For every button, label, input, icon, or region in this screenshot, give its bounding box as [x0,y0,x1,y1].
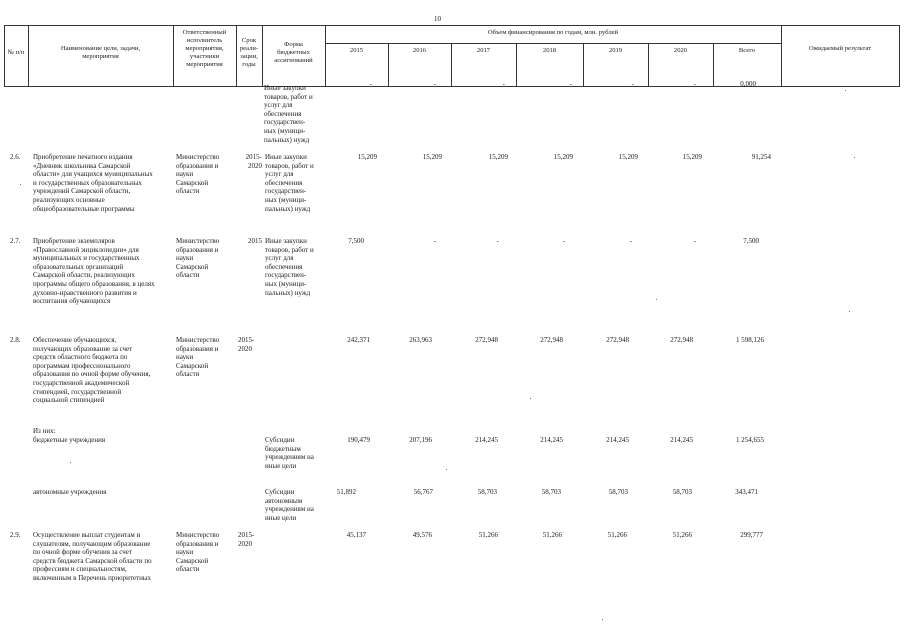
scan-speck [446,469,447,470]
row-2-6-value-2019: 15,209 [618,153,638,161]
row-budget-value-2018: 214,245 [540,436,563,444]
row-2-7-value-2016: - [433,237,436,245]
row-2-8-value-2016: 263,963 [409,336,432,344]
row-2-9-name: Осуществление выплат студентам и слушателям, получающим образование по очной форме обучения за счет средств бюджета Самарской области по профессиям и специальностям, включенным в Перечень приоритетных [33,531,152,582]
row-budget-form: Субсидии бюджетным учреждениям на иные цели [265,436,314,470]
row-2-6-value-total: 91,254 [751,153,771,161]
row-autonomous-value-total: 343,471 [735,488,758,496]
row-2-7-value-2020: - [693,237,696,245]
header-result: Ожидаемый результат [808,45,872,52]
row-2-7-value-2017: - [496,237,499,245]
row-2-9-value-2018: 51,266 [542,531,562,539]
row-2-8-value-2019: 272,948 [606,336,629,344]
scan-speck [70,462,71,463]
page-number: 10 [434,15,441,23]
row-2-6-number: 2.6. [10,153,21,161]
row-0-value-2020: - [693,80,696,88]
row-2-7-period: 2015 [248,237,262,245]
row-2-9-value-2019: 51,266 [607,531,627,539]
row-0-value-2016: - [433,80,436,88]
table-row-0-form: Иные закупки товаров, работ и услуг для обеспечения государствен- ных (муници- пальных) нужд [264,84,313,144]
row-2-7-value-2015: 7,500 [348,237,364,245]
scan-speck [20,184,21,185]
header-year-2020: 2020 [673,47,688,54]
row-autonomous-form: Субсидии автономным учреждениям на иные цели [265,488,314,522]
scan-speck [530,398,531,399]
row-autonomous-value-2016: 56,767 [413,488,433,496]
row-2-7-form: Иные закупки товаров, работ и услуг для обеспечения государствен- ных (муници- пальных) нужд [265,237,314,297]
row-2-8-value-2020: 272,948 [670,336,693,344]
row-2-9-value-total: 299,777 [740,531,763,539]
row-0-value-total: 0,000 [740,80,756,88]
row-2-9-value-2020: 51,266 [672,531,692,539]
header-year-2019: 2019 [608,47,623,54]
header-funding: Объем финансирования по годам, млн. рублей [487,29,619,36]
header-responsible: Ответственный исполнитель мероприятия, участники мероприятия [182,29,227,68]
row-autonomous-value-2018: 58,703 [541,488,561,496]
row-2-6-value-2015: 15,209 [357,153,377,161]
row-0-value-2015: - [369,80,372,88]
row-budget-value-2015: 190,479 [347,436,370,444]
row-2-7-name: Приобретение экземпляров «Православной энциклопедии» для муниципальных и государственных образовательных организаций Самарской области, реализующих программы общего образования, в целях духовно-нравственного развития и воспитания обучающихся [33,237,155,306]
header-no: № п/п [7,49,25,56]
row-2-9-value-2015: 45,137 [346,531,366,539]
row-2-6-value-2018: 15,209 [553,153,573,161]
row-2-8-value-2015: 242,371 [347,336,370,344]
row-budget-value-2019: 214,245 [606,436,629,444]
row-2-9-value-2016: 49,576 [412,531,432,539]
row-2-7-value-total: 7,500 [743,237,759,245]
row-2-7-value-2019: - [629,237,632,245]
header-period: Срок реали- зации, годы [239,37,259,68]
header-year-2017: 2017 [476,47,491,54]
row-2-6-name: Приобретение печатного издания «Дневник школьника Самарской области» для учащихся муниципальных и государственных образовательных учреждений Самарской области, реализующих основные общеобразовательные программы [33,153,153,213]
row-2-7-value-2018: - [562,237,565,245]
row-0-value-2019: - [631,80,634,88]
row-2-7-responsible: Министерство образования и науки Самарской области [176,237,220,280]
scan-speck [656,299,657,300]
row-budget-value-2017: 214,245 [475,436,498,444]
row-autonomous-value-2015: 51,892 [336,488,356,496]
row-2-8-period: 2015- 2020 [238,336,255,353]
row-2-8-responsible: Министерство образования и науки Самарской области [176,336,220,379]
row-autonomous-value-2020: 58,703 [672,488,692,496]
row-2-8-name: Обеспечение обучающихся, получающих образование за счет средств областного бюджета по программам профессионального образования по очной форме обучения, государственной академической стипендией, государственной социальной стипендией [33,336,151,405]
header-year-2018: 2018 [542,47,557,54]
row-budget-value-total: 1 254,655 [736,436,764,444]
header-year-2015: 2015 [349,47,364,54]
row-2-8-value-2017: 272,948 [475,336,498,344]
row-autonomous-value-2019: 58,703 [608,488,628,496]
row-budget-value-2020: 214,245 [670,436,693,444]
row-2-8-value-2018: 272,948 [540,336,563,344]
row-2-9-responsible: Министерство образования и науки Самарской области [176,531,220,574]
row-2-6-value-2017: 15,209 [488,153,508,161]
row-2-6-value-2016: 15,209 [422,153,442,161]
row-2-6-form: Иные закупки товаров, работ и услуг для обеспечения государствен- ных (муници- пальных) нужд [265,153,314,213]
scan-speck [854,157,855,158]
header-total: Всего [738,47,756,54]
row-budget-name: Из них: бюджетные учреждения [33,427,106,444]
row-2-9-period: 2015- 2020 [238,531,255,548]
row-2-6-period: 2015- 2020 [245,153,262,170]
header-year-2016: 2016 [412,47,427,54]
row-2-8-number: 2.8. [10,336,21,344]
row-2-7-number: 2.7. [10,237,21,245]
row-2-6-responsible: Министерство образования и науки Самарской области [176,153,220,196]
scan-speck [849,311,850,312]
row-autonomous-value-2017: 58,703 [477,488,497,496]
row-autonomous-name: автономные учреждения [33,488,107,496]
row-0-value-2017: - [502,80,505,88]
row-2-9-value-2017: 51,266 [478,531,498,539]
row-2-8-value-total: 1 598,126 [736,336,764,344]
header-name: Наименование цели, задачи, мероприятия [60,45,141,60]
scan-speck [845,90,846,91]
col-border-13 [899,25,900,87]
row-2-9-number: 2.9. [10,531,21,539]
row-budget-value-2016: 207,196 [409,436,432,444]
row-0-value-2018: - [569,80,572,88]
row-2-6-value-2020: 15,209 [682,153,702,161]
scan-speck [602,619,603,620]
header-form: Форма бюджетных ассигнований [274,41,313,64]
